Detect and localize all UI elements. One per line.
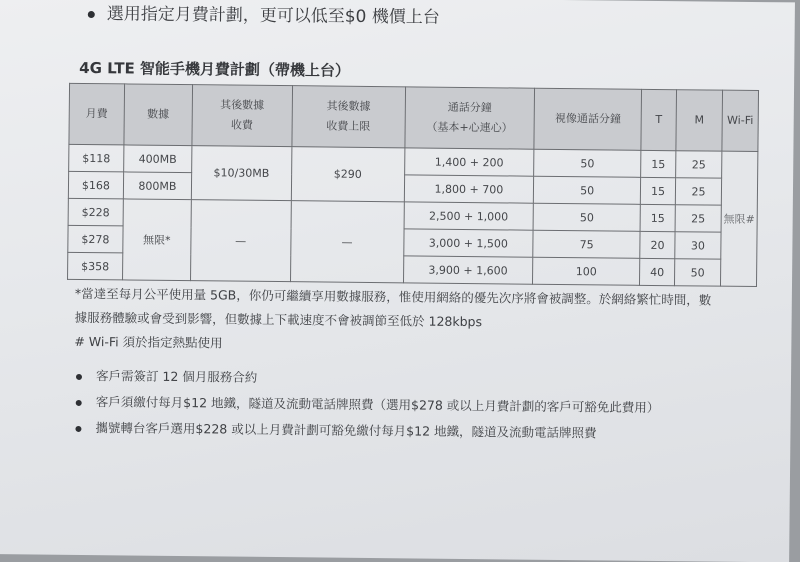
cell-after-cap: — <box>290 201 404 283</box>
cell-talk: 2,500 + 1,000 <box>404 202 534 230</box>
cell-after-cap: $290 <box>291 147 404 202</box>
footnote-fair-usage-line1: *當達至每月公平使用量 5GB，你仍可繼續享用數據服務，惟使用網絡的優先次序將會被調整。於網絡繁忙時間，數 <box>74 285 712 308</box>
header-fee: 月費 <box>69 83 125 145</box>
header-after-cap-line1: 其後數據 <box>326 99 371 113</box>
cell-data: 無限* <box>122 199 191 281</box>
cell-wifi: 無限# <box>720 151 757 286</box>
cell-m: 50 <box>675 259 721 286</box>
header-after-fee <box>192 85 293 147</box>
header-talk <box>404 87 534 149</box>
cell-fee: $228 <box>68 198 123 226</box>
header-after-fee-line2: 收費 <box>230 118 254 132</box>
cell-video: 50 <box>534 176 641 204</box>
footnote-fair-usage-line2: 據服務體驗或會受到影響，但數據上下載速度不會被調節至低於 128kbps <box>74 309 483 330</box>
plan-table <box>67 83 759 287</box>
terms-list <box>75 363 776 448</box>
cell-fee: $118 <box>69 144 124 172</box>
cell-m: 30 <box>675 232 721 259</box>
list-item-text: 攜號轉台客戶選用$228 或以上月費計劃可豁免繳付每月$12 地鐵，隧道及流動電話牌照費 <box>95 420 597 441</box>
cell-m: 25 <box>676 151 722 178</box>
cell-data: 400MB <box>124 145 192 173</box>
header-talk-line2: （基本+心連心） <box>426 120 513 135</box>
list-item-text: 客戶須繳付每月$12 地鐵，隧道及流動電話牌照費（選用$278 或以上月費計劃的客戶可豁免此費用） <box>95 394 660 416</box>
header-t: T <box>641 89 677 150</box>
cell-after-fee: — <box>190 200 291 282</box>
header-after-fee-line1: 其後數據 <box>220 98 265 112</box>
cell-fee: $358 <box>68 252 123 280</box>
cell-talk: 3,000 + 1,500 <box>403 229 533 257</box>
promo-bullet-text: 選用指定月費計劃，更可以低至$0 機價上台 <box>106 4 440 28</box>
cell-talk: 3,900 + 1,600 <box>403 256 533 284</box>
cell-fee: $168 <box>68 171 123 199</box>
cell-t: 20 <box>640 231 675 258</box>
cell-video: 50 <box>533 203 640 231</box>
cell-data: 800MB <box>123 172 191 200</box>
cell-video: 100 <box>533 257 640 285</box>
bullet-icon <box>76 373 82 379</box>
cell-t: 15 <box>640 204 675 231</box>
footnote-wifi: # Wi-Fi 須於指定熱點使用 <box>74 333 223 351</box>
header-data: 數據 <box>124 84 193 146</box>
cell-talk: 1,800 + 700 <box>404 175 534 203</box>
cell-t: 40 <box>640 258 675 285</box>
header-video: 視像通話分鐘 <box>534 88 641 150</box>
footnotes <box>74 282 765 361</box>
cell-t: 15 <box>641 150 676 177</box>
list-item-text: 客戶需簽訂 12 個月服務合約 <box>95 368 258 385</box>
cell-video: 75 <box>533 230 640 258</box>
bullet-icon <box>88 11 95 18</box>
header-after-cap <box>292 86 405 148</box>
cell-m: 25 <box>675 178 721 205</box>
header-m: M <box>676 90 723 151</box>
cell-talk: 1,400 + 200 <box>404 148 534 176</box>
promo-bullet <box>88 0 440 28</box>
cell-video: 50 <box>534 149 641 177</box>
cell-m: 25 <box>675 205 721 232</box>
table-header-row <box>69 83 759 151</box>
header-talk-line1: 通話分鐘 <box>447 100 492 115</box>
header-wifi: Wi-Fi <box>722 90 759 151</box>
plan-table-title: 4G LTE 智能手機月費計劃（帶機上台） <box>79 58 351 80</box>
bullet-icon <box>76 399 82 405</box>
bullet-icon <box>75 425 81 431</box>
header-after-cap-line2: 收費上限 <box>326 119 371 133</box>
cell-t: 15 <box>640 177 675 204</box>
cell-fee: $278 <box>68 225 123 253</box>
cell-after-fee: $10/30MB <box>191 146 291 201</box>
